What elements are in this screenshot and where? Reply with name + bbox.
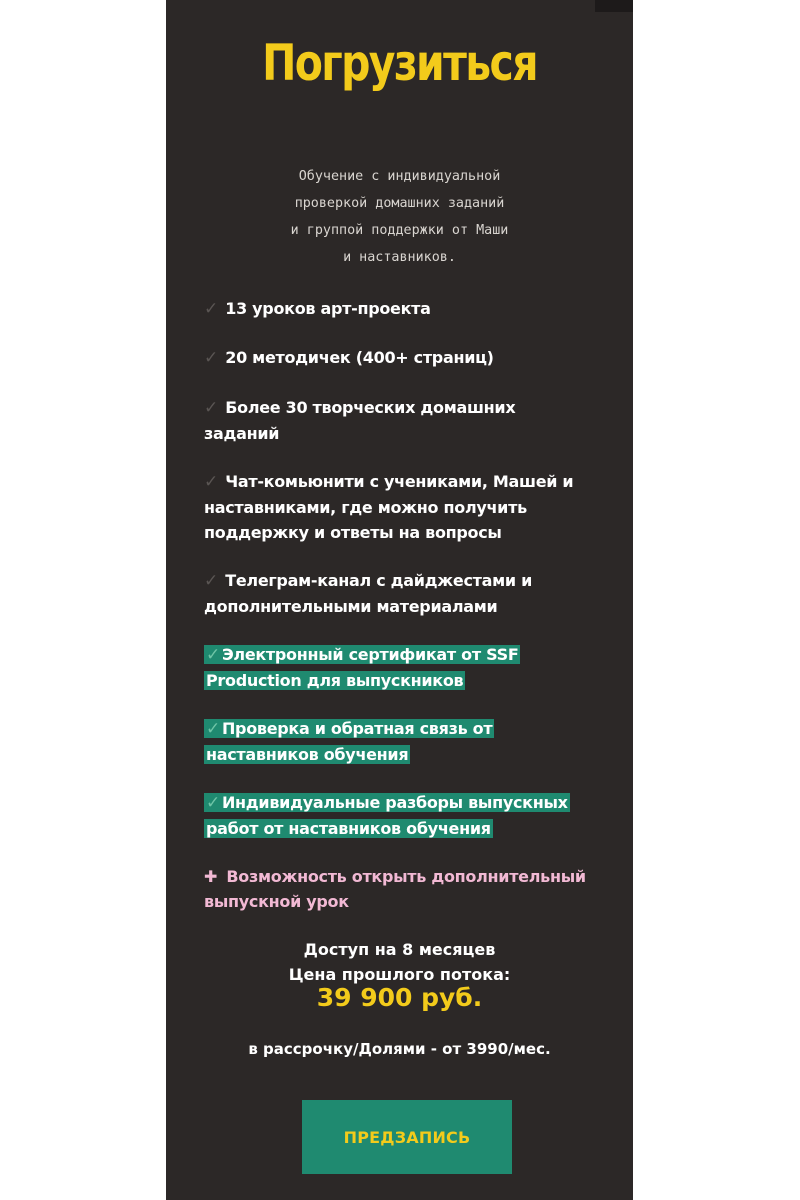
check-icon: ✓ [204,571,218,591]
feature-highlight [204,645,520,690]
check-icon: ✓ [204,398,218,418]
plus-icon: ✚ [204,867,218,886]
feature-item-highlighted [204,790,604,841]
access-info [166,937,633,987]
course-card [166,0,633,1200]
feature-text: Чат-комьюнити с учениками, Машей и наставниками, где можно получить поддержку и ответы на вопросы [204,472,574,542]
feature-item [204,296,604,322]
feature-highlight [204,793,570,838]
page-title: Погрузиться [262,34,537,92]
check-icon: ✓ [204,472,218,492]
feature-highlight [204,719,494,764]
check-icon: ✓ [204,348,218,368]
previous-price-label: Цена прошлого потока: [288,965,511,984]
feature-text: 20 методичек (400+ страниц) [225,348,494,367]
installment-info: в рассрочку/Долями - от 3990/мес. [248,1040,551,1058]
feature-text: Более 30 творческих домашних заданий [204,398,516,443]
feature-item [204,469,599,545]
feature-item [204,395,554,446]
price-value: 39 900 руб. [316,983,483,1012]
feature-item-highlighted [204,716,514,767]
feature-item [204,345,604,371]
feature-item [204,568,564,619]
check-icon: ✓ [206,645,220,665]
access-duration: Доступ на 8 месяцев [303,940,496,959]
feature-text: Проверка и обратная связь от наставников обучения [206,719,493,764]
check-icon: ✓ [206,793,220,813]
corner-block [595,0,633,12]
feature-text: 13 уроков арт-проекта [225,299,431,318]
feature-item-highlighted [204,642,564,693]
feature-text: Возможность открыть дополнительный выпускной урок [204,867,586,911]
course-description: Обучение с индивидуальной проверкой домашних заданий и группой поддержки от Маши и наставников. [290,169,509,265]
feature-item-bonus [204,864,614,914]
check-icon: ✓ [206,719,220,739]
check-icon: ✓ [204,299,218,319]
feature-text: Индивидуальные разборы выпускных работ от наставников обучения [206,793,568,838]
feature-text: Телеграм-канал с дайджестами и дополнительными материалами [204,571,533,616]
preorder-button[interactable]: ПРЕДЗАПИСЬ [302,1100,512,1174]
feature-text: Электронный сертификат от SSF Production для выпускников [206,645,519,690]
